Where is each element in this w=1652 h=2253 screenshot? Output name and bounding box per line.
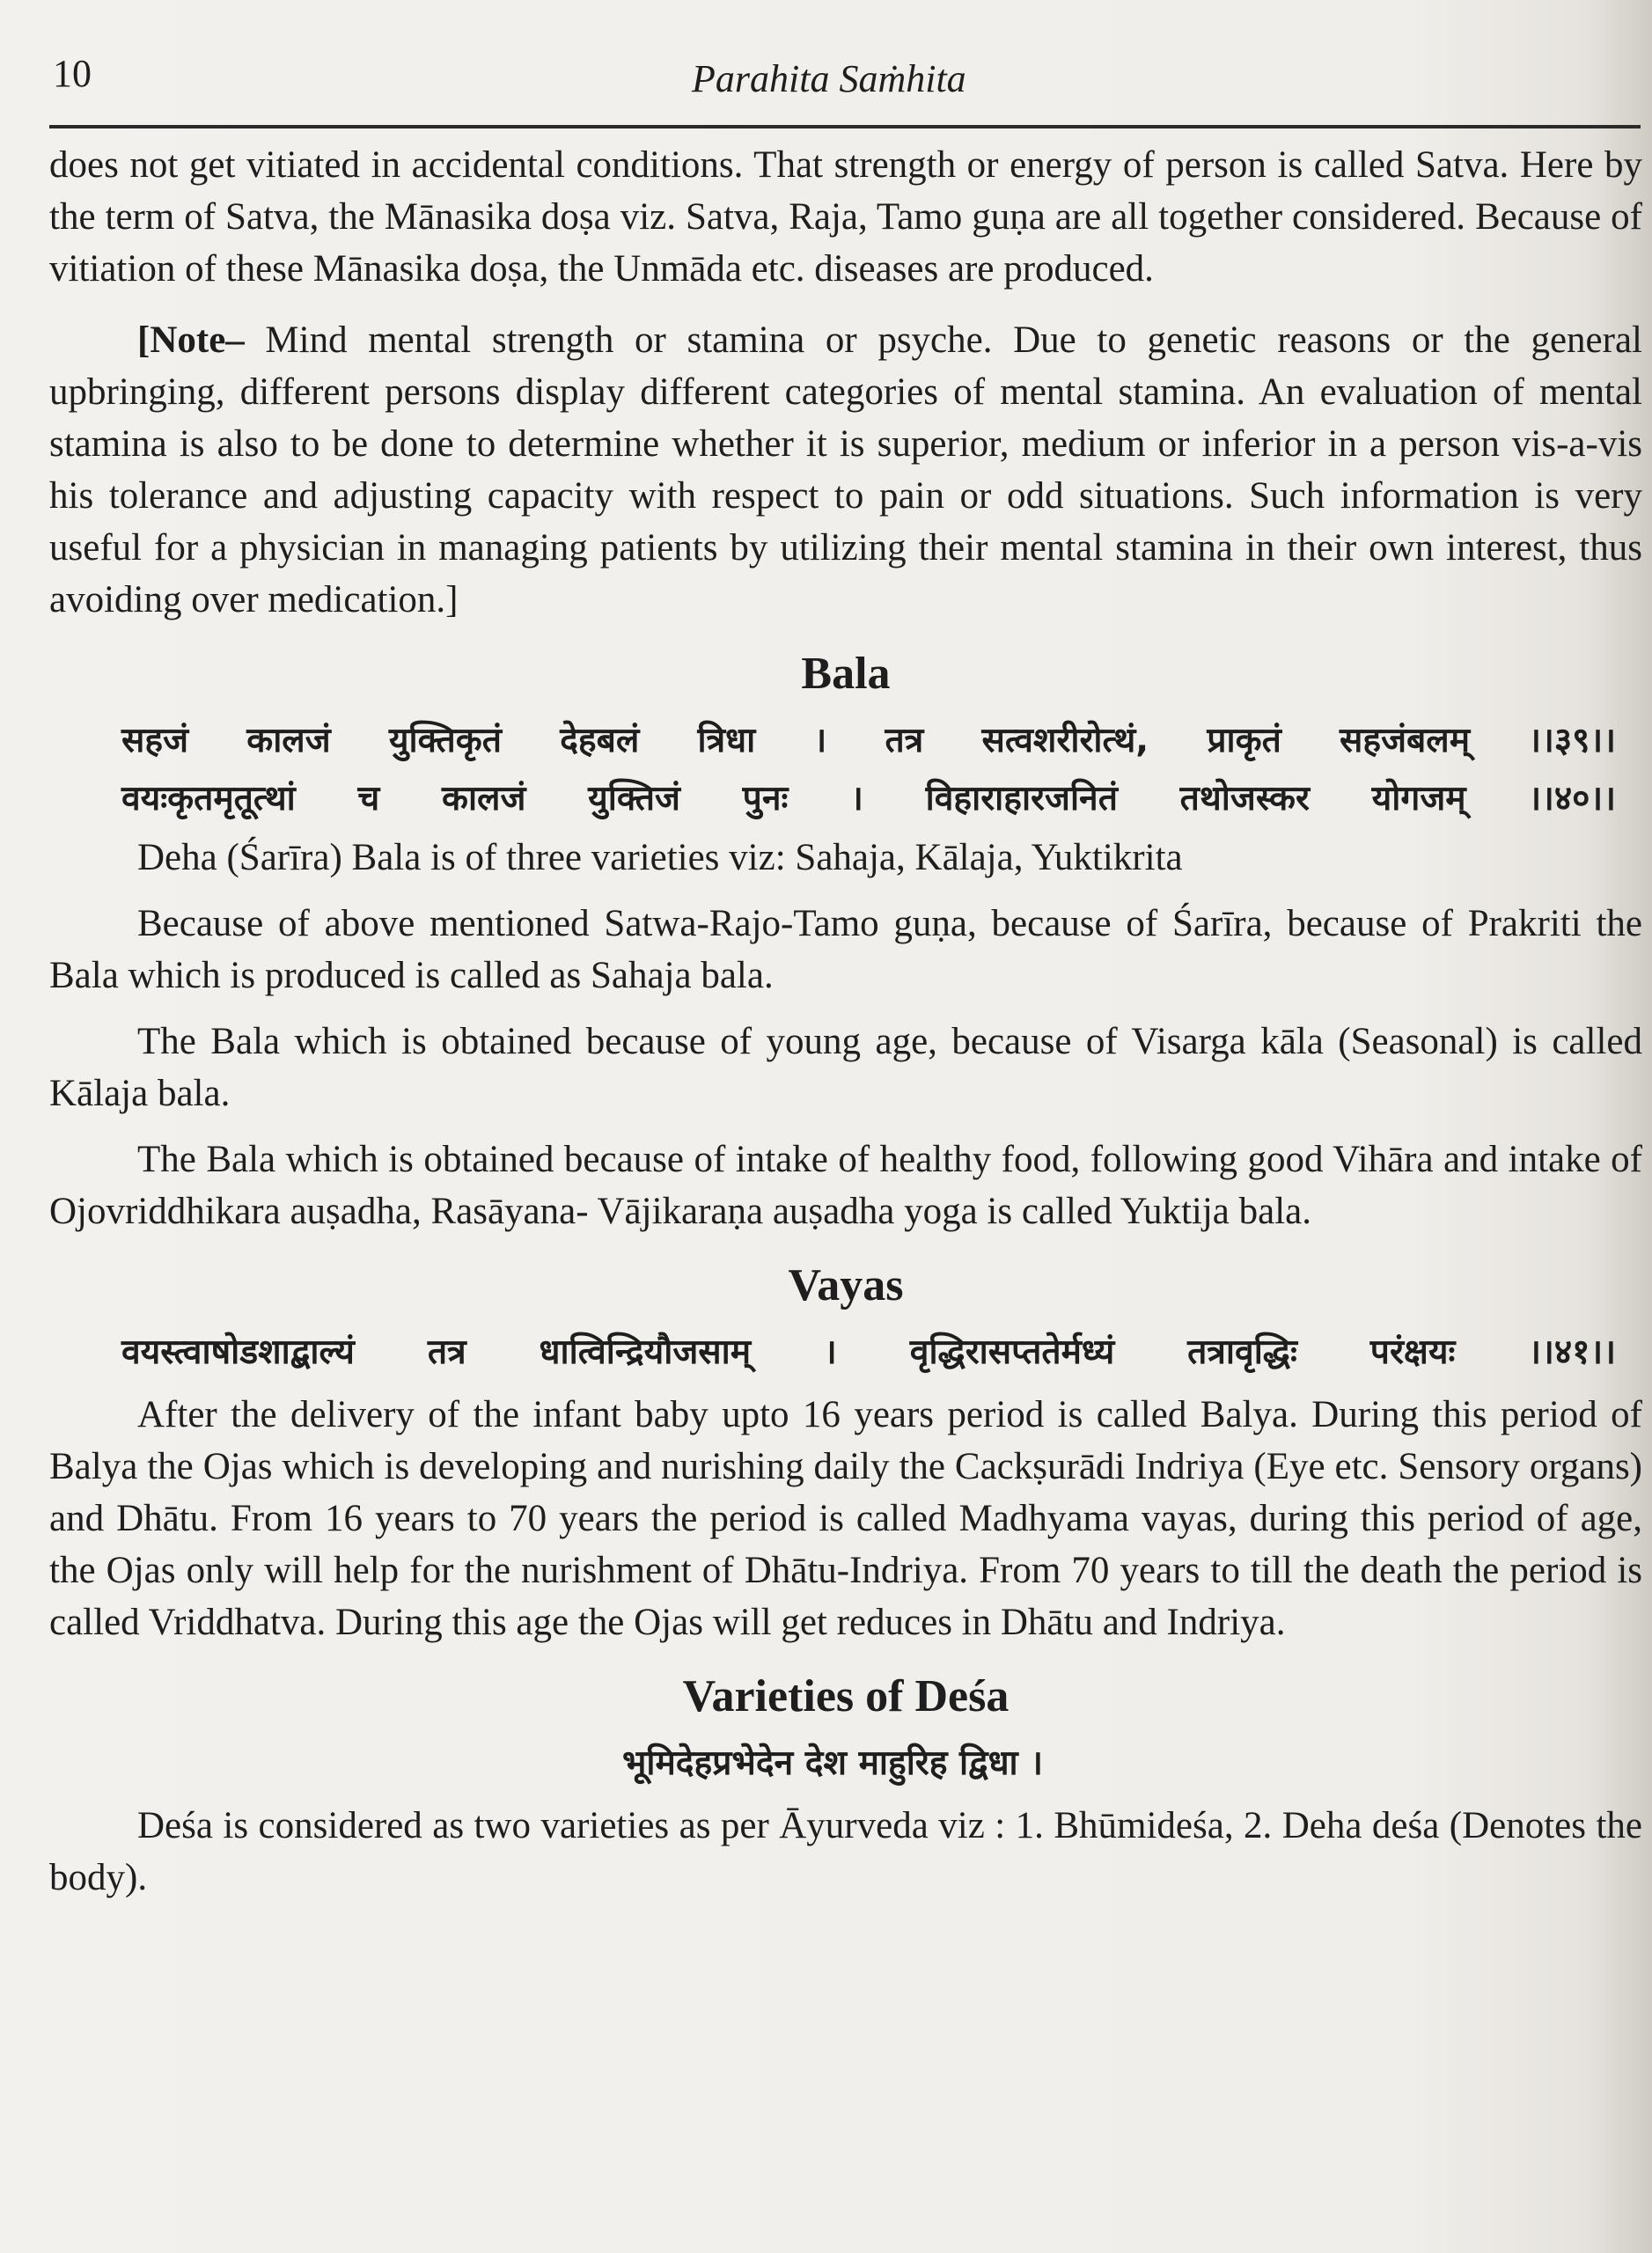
vayas-paragraph: After the delivery of the infant baby upto 16 years period is called Balya. During this period of Balya the Ojas which is developing and nurishing daily the Cackṣurādi Indriya (Eye etc. Sensory organs) and Dhātu. From 16 years to 70 years the period is called Madhyama vayas, during this period of age, the Ojas only will help for the nurishment of Dhātu-Indriya. From 70 years to till the death the period is called Vriddhatva. During this age the Ojas will get reduces in Dhātu and Indriya. bbox=[49, 1394, 1642, 1643]
intro-paragraph: does not get vitiated in accidental conditions. That strength or energy of person is called Satva. Here by the term of Satva, the Mānasika doṣa viz. Satva, Raja, Tamo guṇa are all together considered. Because of vitiation of these Mānasika doṣa, the Unmāda etc. diseases are produced. bbox=[49, 144, 1642, 290]
sanskrit-verse-40: वयःकृतमृतूत्थां च कालजं युक्तिजं पुनः । विहाराहारजनितं तथोजस्कर योगजम् ।।४०।। bbox=[121, 779, 1616, 818]
running-title: Parahita Saṁhita bbox=[692, 57, 966, 100]
bala-paragraph-4: The Bala which is obtained because of intake of healthy food, following good Vihāra and intake of Ojovriddhikara auṣadha, Rasāyana- Vājikaraṇa auṣadha yoga is called Yuktija bala. bbox=[49, 1139, 1642, 1232]
section-heading-desa: Varieties of Deśa bbox=[682, 1671, 1010, 1721]
sanskrit-verse-41: वयस्त्वाषोडशाद्बाल्यं तत्र धात्विन्द्रियौजसाम् । वृद्धिरासप्ततेर्मध्यं तत्रावृद्धिः परंक्षयः ।।४१।। bbox=[121, 1332, 1616, 1372]
note-label: [Note– bbox=[137, 319, 245, 361]
sanskrit-verse-39: सहजं कालजं युक्तिकृतं देहबलं त्रिधा । तत्र सत्वशरीरोत्थं, प्राकृतं सहजंबलम् ।।३९।। bbox=[121, 721, 1616, 760]
sanskrit-verse-desa: भूमिदेहप्रभेदेन देश माहुरिह द्विधा । bbox=[621, 1743, 1044, 1783]
note-text: Mind mental strength or stamina or psyche. Due to genetic reasons or the general upbringing, different persons display different categories of mental stamina. An evaluation of mental stamina is also to be done to determine whether it is superior, medium or inferior in a person vis-a-vis his tolerance and adjusting capacity with respect to pain or odd situations. Such information is very useful for a physician in managing patients by utilizing their mental stamina in their own interest, thus avoiding over medication.] bbox=[49, 319, 1642, 620]
bala-paragraph-3: The Bala which is obtained because of young age, because of Visarga kāla (Seasonal) is called Kālaja bala. bbox=[49, 1021, 1642, 1114]
bala-paragraph-2: Because of above mentioned Satwa-Rajo-Tamo guṇa, because of Śarīra, because of Prakriti the Bala which is produced is called as Sahaja bala. bbox=[49, 903, 1642, 996]
section-heading-vayas: Vayas bbox=[788, 1260, 904, 1310]
section-heading-bala: Bala bbox=[801, 649, 891, 699]
page-number: 10 bbox=[53, 52, 92, 95]
bala-paragraph-1: Deha (Śarīra) Bala is of three varieties viz: Sahaja, Kālaja, Yuktikrita bbox=[137, 837, 1183, 878]
desa-paragraph: Deśa is considered as two varieties as per Āyurveda viz : 1. Bhūmideśa, 2. Deha deśa (Denotes the body). bbox=[49, 1805, 1642, 1898]
page-body bbox=[49, 139, 1642, 1904]
page-header bbox=[49, 46, 1641, 128]
note-paragraph bbox=[49, 314, 1642, 626]
